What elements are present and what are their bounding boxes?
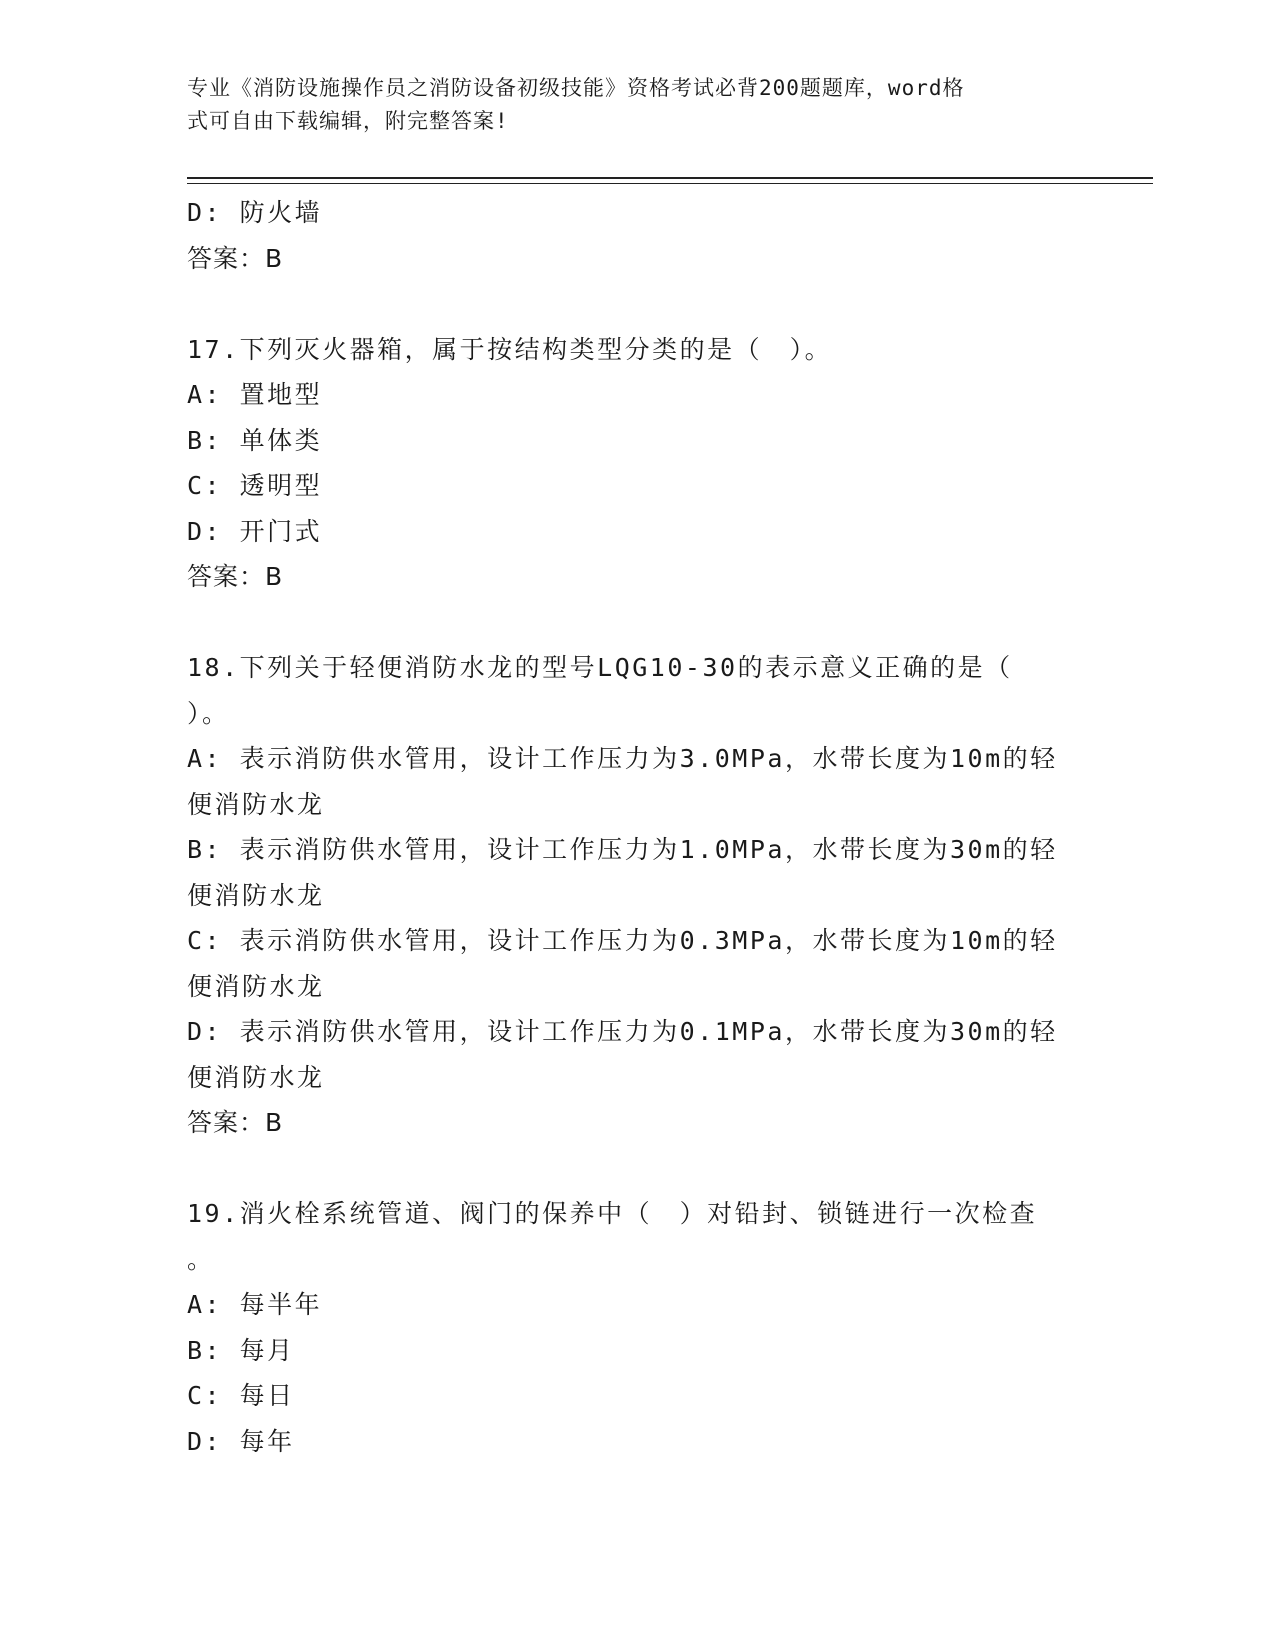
answer: 答案：B — [187, 1108, 284, 1137]
spacer — [187, 281, 1087, 327]
option-c-line-2: 便消防水龙 — [187, 971, 325, 1001]
answer: 答案：B — [187, 562, 284, 591]
option-b: B: 每月 — [187, 1335, 295, 1365]
option-c-line-1: C: 表示消防供水管用，设计工作压力为0.3MPa，水带长度为10m的轻 — [187, 926, 1058, 955]
header-divider-thick — [187, 177, 1153, 179]
header-divider-thin — [187, 183, 1153, 184]
question-stem: 17.下列灭火器箱，属于按结构类型分类的是（ ）。 — [187, 334, 833, 364]
option-d: D: 每年 — [187, 1426, 295, 1456]
answer: 答案：B — [187, 243, 284, 273]
option-c: C: 每日 — [187, 1381, 295, 1410]
question-19 — [187, 1191, 1087, 1464]
question-17 — [187, 327, 1087, 600]
option-d-line-2: 便消防水龙 — [187, 1062, 325, 1092]
question-stem-line-2: 。 — [187, 1244, 215, 1274]
header-line-2: 式可自由下载编辑，附完整答案! — [187, 109, 509, 133]
option-a-line-1: A: 表示消防供水管用，设计工作压力为3.0MPa，水带长度为10m的轻 — [187, 744, 1058, 773]
question-18 — [187, 645, 1087, 1146]
header-line-1: 专业《消防设施操作员之消防设备初级技能》资格考试必背200题题库，word格 — [187, 76, 965, 100]
question-stem-line-2: ）。 — [187, 698, 230, 728]
question-stem-line-1: 19.消火栓系统管道、阀门的保养中（ ）对铅封、锁链进行一次检查 — [187, 1199, 1038, 1228]
question-16-tail — [187, 190, 1087, 281]
question-list — [187, 190, 1087, 1464]
option-a: A: 每半年 — [187, 1290, 323, 1319]
document-header — [187, 72, 1067, 138]
option-b-line-2: 便消防水龙 — [187, 880, 325, 910]
option-b-line-1: B: 表示消防供水管用，设计工作压力为1.0MPa，水带长度为30m的轻 — [187, 835, 1058, 864]
spacer — [187, 1146, 1087, 1192]
option-a-line-2: 便消防水龙 — [187, 789, 325, 819]
spacer — [187, 600, 1087, 646]
question-stem-line-1: 18.下列关于轻便消防水龙的型号LQG10-30的表示意义正确的是（ — [187, 653, 1013, 682]
option-a: A: 置地型 — [187, 380, 323, 409]
option-d: D: 开门式 — [187, 516, 323, 546]
option-c: C: 透明型 — [187, 471, 323, 500]
option-d-line-1: D: 表示消防供水管用，设计工作压力为0.1MPa，水带长度为30m的轻 — [187, 1017, 1058, 1046]
option-d: D: 防火墙 — [187, 198, 323, 227]
option-b: B: 单体类 — [187, 425, 323, 455]
